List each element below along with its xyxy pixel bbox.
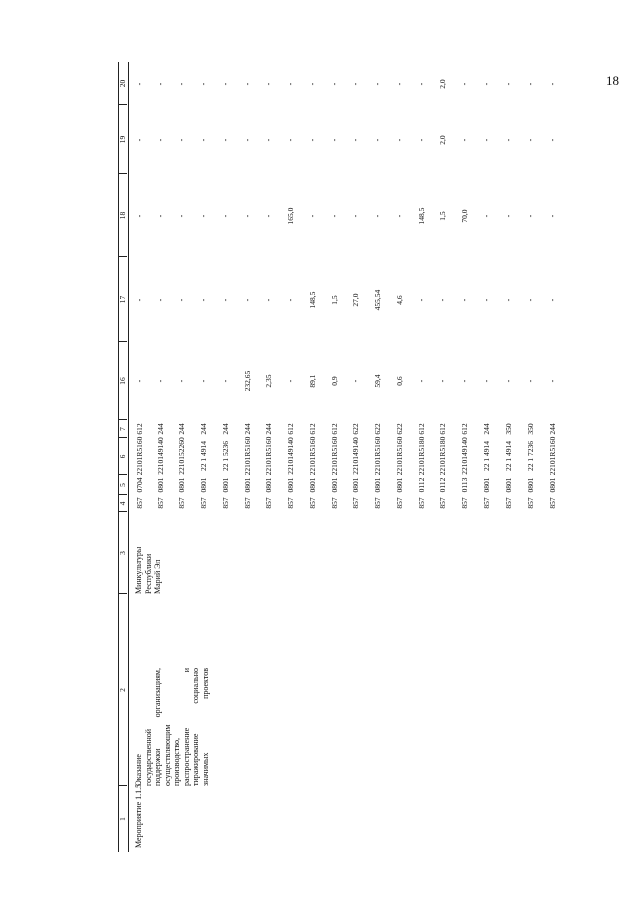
- cell-c20: -: [156, 82, 165, 86]
- measure-description: [134, 668, 210, 786]
- cell-c18: 148,5: [417, 207, 426, 225]
- cell-c18: -: [395, 214, 404, 218]
- cell-c5: 0801: [221, 477, 230, 493]
- cell-c20: -: [460, 82, 469, 86]
- cell-c18: -: [330, 214, 339, 218]
- cell-c19: -: [308, 138, 317, 142]
- cell-c17: 455,54: [373, 289, 382, 311]
- cell-c17: 1,5: [330, 295, 339, 305]
- cell-c18: -: [221, 214, 230, 218]
- cell-c7: 612: [135, 423, 144, 435]
- cell-c20: -: [526, 82, 535, 86]
- cell-c6: 22101R5180: [438, 436, 447, 476]
- cell-c16: 0,9: [330, 376, 339, 386]
- cell-c17: -: [417, 298, 426, 302]
- cell-c16: -: [482, 379, 491, 383]
- cell-c4: 857: [460, 497, 469, 509]
- cell-c16: -: [221, 379, 230, 383]
- cell-c17: -: [460, 298, 469, 302]
- column-header-19: 19: [118, 135, 127, 144]
- cell-c17: -: [482, 298, 491, 302]
- cell-c20: -: [330, 82, 339, 86]
- cell-c19: 2,0: [438, 135, 447, 145]
- column-header-18: 18: [118, 211, 127, 220]
- cell-c17: -: [504, 298, 513, 302]
- cell-c19: -: [135, 138, 144, 142]
- cell-c20: -: [548, 82, 557, 86]
- cell-c4: 857: [243, 497, 252, 509]
- cell-c7: 612: [438, 423, 447, 435]
- cell-c4: 857: [330, 497, 339, 509]
- cell-c6: 22101R5160: [373, 436, 382, 476]
- cell-c20: -: [135, 82, 144, 86]
- cell-c18: 1,5: [438, 211, 447, 221]
- cell-c20: -: [504, 82, 513, 86]
- cell-c4: 857: [156, 497, 165, 509]
- cell-c7: 244: [156, 423, 165, 435]
- cell-c6: 22 1 4914: [504, 441, 513, 471]
- cell-c19: -: [199, 138, 208, 142]
- cell-c19: -: [177, 138, 186, 142]
- cell-c5: 0801: [395, 477, 404, 493]
- header-bottom-border: [128, 62, 129, 852]
- cell-c5: 0112: [438, 477, 447, 493]
- cell-c16: 232,65: [243, 370, 252, 392]
- cell-c6: 22 1 4914: [482, 441, 491, 471]
- cell-c5: 0801: [351, 477, 360, 493]
- cell-c6: 22 1 5236: [221, 441, 230, 471]
- description-line: поддержки организациям,: [153, 668, 162, 786]
- cell-c19: -: [548, 138, 557, 142]
- cell-c7: 622: [373, 423, 382, 435]
- column-header-17: 17: [118, 295, 127, 304]
- cell-c5: 0801: [504, 477, 513, 493]
- cell-c17: -: [243, 298, 252, 302]
- cell-c20: -: [199, 82, 208, 86]
- cell-c19: -: [221, 138, 230, 142]
- executor-line: Республики: [143, 553, 153, 594]
- cell-c17: -: [221, 298, 230, 302]
- column-header-20: 20: [118, 79, 127, 88]
- cell-c4: 857: [504, 497, 513, 509]
- cell-c4: 857: [221, 497, 230, 509]
- cell-c17: -: [264, 298, 273, 302]
- cell-c6: 2210152260: [177, 437, 186, 475]
- cell-c5: 0801: [330, 477, 339, 493]
- cell-c18: -: [548, 214, 557, 218]
- cell-c4: 857: [548, 497, 557, 509]
- cell-c17: 4,6: [395, 295, 404, 305]
- cell-c20: 2,0: [438, 79, 447, 89]
- cell-c18: 70,0: [460, 209, 469, 223]
- cell-c16: -: [548, 379, 557, 383]
- cell-c5: 0801: [243, 477, 252, 493]
- cell-c17: 148,5: [308, 291, 317, 309]
- cell-c7: 612: [460, 423, 469, 435]
- description-line: тиражирование социально: [191, 668, 200, 786]
- cell-c16: 59,4: [373, 374, 382, 388]
- cell-c5: 0801: [177, 477, 186, 493]
- cell-c7: 244: [177, 423, 186, 435]
- cell-c5: 0113: [460, 477, 469, 493]
- cell-c20: -: [395, 82, 404, 86]
- cell-c16: -: [438, 379, 447, 383]
- page-number: 18: [606, 73, 619, 88]
- cell-c19: -: [482, 138, 491, 142]
- cell-c5: 0801: [482, 477, 491, 493]
- description-line: значимых проектов: [200, 668, 210, 786]
- column-header-4: 4: [118, 501, 127, 506]
- cell-c4: 857: [264, 497, 273, 509]
- column-header-7: 7: [118, 427, 127, 431]
- cell-c18: 165,0: [286, 207, 295, 225]
- cell-c5: 0801: [286, 477, 295, 493]
- cell-c7: 244: [199, 423, 208, 435]
- cell-c18: -: [504, 214, 513, 218]
- cell-c18: -: [482, 214, 491, 218]
- cell-c6: 22101R5160: [243, 436, 252, 476]
- cell-c16: -: [526, 379, 535, 383]
- description-line: Оказание: [134, 754, 143, 786]
- column-header-1: 1: [118, 817, 127, 821]
- cell-c18: -: [243, 214, 252, 218]
- column-header-3: 3: [118, 551, 127, 555]
- cell-c17: -: [199, 298, 208, 302]
- cell-c7: 612: [330, 423, 339, 435]
- cell-c16: 89,1: [308, 374, 317, 388]
- cell-c5: 0801: [264, 477, 273, 493]
- cell-c20: -: [177, 82, 186, 86]
- cell-c19: -: [460, 138, 469, 142]
- column-header-5: 5: [118, 483, 127, 487]
- cell-c7: 244: [243, 423, 252, 435]
- cell-c18: -: [199, 214, 208, 218]
- column-header-2: 2: [118, 688, 127, 692]
- cell-c17: -: [286, 298, 295, 302]
- column-header-6: 6: [118, 454, 127, 459]
- cell-c6: 2210149140: [351, 437, 360, 475]
- cell-c6: 22101R5160: [264, 436, 273, 476]
- cell-c6: 2210149140: [156, 437, 165, 475]
- cell-c19: -: [395, 138, 404, 142]
- description-line: осуществляющим: [162, 724, 172, 786]
- description-line: государственной: [143, 728, 153, 786]
- cell-c16: -: [351, 379, 360, 383]
- cell-c17: -: [135, 298, 144, 302]
- cell-c18: -: [526, 214, 535, 218]
- cell-c18: -: [135, 214, 144, 218]
- cell-c7: 244: [264, 423, 273, 435]
- cell-c6: 22 1 7236: [526, 441, 535, 471]
- cell-c17: -: [156, 298, 165, 302]
- cell-c16: -: [156, 379, 165, 383]
- cell-c4: 857: [438, 497, 447, 509]
- cell-c4: 857: [199, 497, 208, 509]
- cell-c20: -: [264, 82, 273, 86]
- cell-c16: -: [417, 379, 426, 383]
- cell-c17: 27,0: [351, 293, 360, 307]
- cell-c16: -: [460, 379, 469, 383]
- cell-c19: -: [373, 138, 382, 142]
- cell-c7: 350: [526, 423, 535, 435]
- cell-c5: 0112: [417, 477, 426, 493]
- measure-id: Мероприятие 1.1.5.: [134, 781, 143, 848]
- cell-c5: 0801: [156, 477, 165, 493]
- executor-line: Марий Эл: [153, 559, 162, 594]
- cell-c16: -: [286, 379, 295, 383]
- cell-c4: 857: [482, 497, 491, 509]
- cell-c4: 857: [286, 497, 295, 509]
- cell-c18: -: [351, 214, 360, 218]
- cell-c6: 2210149140: [286, 437, 295, 475]
- executor-line: Минкультуры: [134, 546, 143, 594]
- cell-c17: -: [177, 298, 186, 302]
- cell-c6: 22101R5160: [330, 436, 339, 476]
- cell-c19: -: [156, 138, 165, 142]
- cell-c20: -: [286, 82, 295, 86]
- cell-c19: -: [330, 138, 339, 142]
- cell-c18: -: [156, 214, 165, 218]
- cell-c5: 0704: [135, 477, 144, 493]
- cell-c19: -: [351, 138, 360, 142]
- description-line: производство,: [172, 737, 181, 786]
- description-line: распространение и: [181, 668, 191, 786]
- cell-c17: -: [438, 298, 447, 302]
- cell-c5: 0801: [199, 477, 208, 493]
- measure-executor: [134, 516, 163, 594]
- cell-c5: 0801: [373, 477, 382, 493]
- cell-c4: 857: [526, 497, 535, 509]
- cell-c16: -: [199, 379, 208, 383]
- cell-c5: 0801: [548, 477, 557, 493]
- cell-c7: 244: [221, 423, 230, 435]
- cell-c4: 857: [351, 497, 360, 509]
- cell-c17: -: [526, 298, 535, 302]
- cell-c20: -: [243, 82, 252, 86]
- cell-c4: 857: [417, 497, 426, 509]
- cell-c4: 857: [308, 497, 317, 509]
- cell-c6: 22101R5160: [135, 436, 144, 476]
- cell-c19: -: [286, 138, 295, 142]
- cell-c5: 0801: [526, 477, 535, 493]
- cell-c4: 857: [177, 497, 186, 509]
- cell-c19: -: [417, 138, 426, 142]
- cell-c20: -: [221, 82, 230, 86]
- cell-c6: 22 1 4914: [199, 441, 208, 471]
- cell-c7: 350: [504, 423, 513, 435]
- cell-c20: -: [482, 82, 491, 86]
- cell-c20: -: [417, 82, 426, 86]
- cell-c6: 22101R5160: [395, 436, 404, 476]
- cell-c18: -: [264, 214, 273, 218]
- column-header-16: 16: [118, 377, 127, 385]
- cell-c18: -: [177, 214, 186, 218]
- cell-c20: -: [308, 82, 317, 86]
- cell-c16: 0,6: [395, 376, 404, 386]
- cell-c7: 244: [548, 423, 557, 435]
- cell-c20: -: [351, 82, 360, 86]
- cell-c7: 612: [417, 423, 426, 435]
- cell-c5: 0801: [308, 477, 317, 493]
- cell-c18: -: [308, 214, 317, 218]
- cell-c19: -: [264, 138, 273, 142]
- cell-c4: 857: [135, 497, 144, 509]
- cell-c7: 622: [351, 423, 360, 435]
- cell-c19: -: [504, 138, 513, 142]
- cell-c16: -: [504, 379, 513, 383]
- cell-c6: 22101R5160: [548, 436, 557, 476]
- cell-c18: -: [373, 214, 382, 218]
- cell-c19: -: [243, 138, 252, 142]
- cell-c6: 2210149140: [460, 437, 469, 475]
- cell-c16: -: [135, 379, 144, 383]
- cell-c6: 22101R5180: [417, 436, 426, 476]
- cell-c17: -: [548, 298, 557, 302]
- cell-c19: -: [526, 138, 535, 142]
- cell-c4: 857: [373, 497, 382, 509]
- cell-c20: -: [373, 82, 382, 86]
- cell-c7: 622: [395, 423, 404, 435]
- cell-c6: 22101R5160: [308, 436, 317, 476]
- cell-c7: 612: [308, 423, 317, 435]
- cell-c7: 244: [482, 423, 491, 435]
- cell-c4: 857: [395, 497, 404, 509]
- cell-c16: 2,35: [264, 374, 273, 388]
- cell-c7: 612: [286, 423, 295, 435]
- cell-c16: -: [177, 379, 186, 383]
- rotated-table: [118, 62, 639, 852]
